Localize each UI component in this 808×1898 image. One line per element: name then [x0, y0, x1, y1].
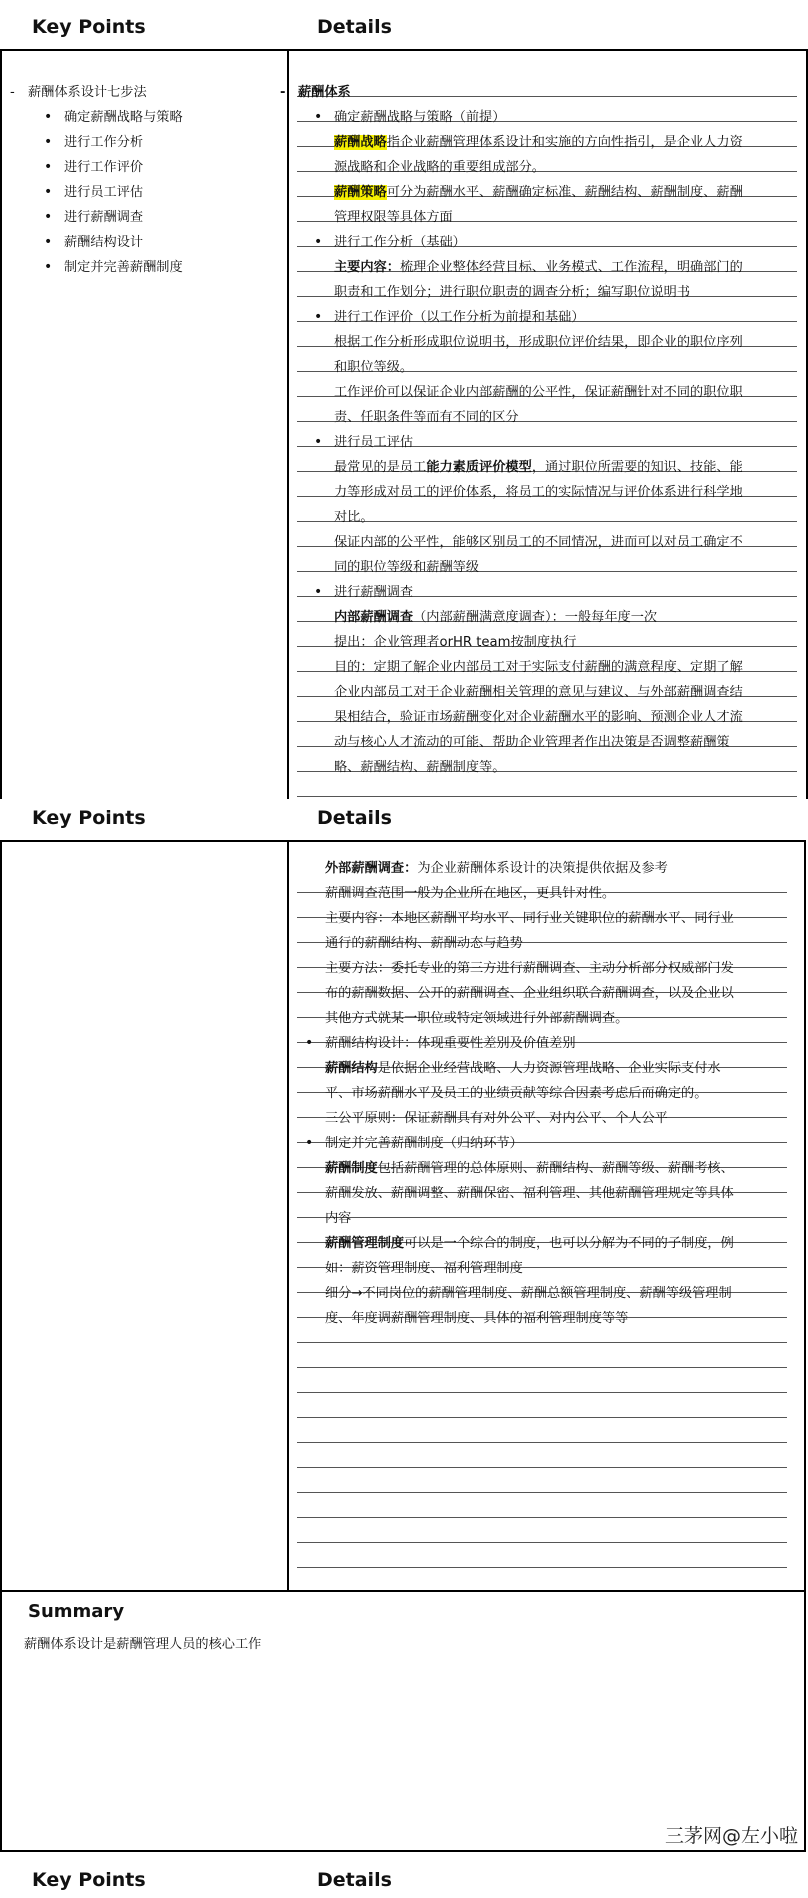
- detail-line: 根据工作分析形成职位说明书，形成职位评价结果，即企业的职位序列: [334, 335, 743, 350]
- detail-line: 主要方法：委托专业的第三方进行薪酬调查、主动分析部分权威部门发: [325, 961, 734, 976]
- detail-line: 略、薪酬结构、薪酬制度等。: [334, 760, 506, 775]
- detail-line: 责、任职条件等而有不同的区分: [334, 410, 519, 425]
- detail-bullet: • 进行薪酬调查: [334, 580, 413, 605]
- detail-line: 力等形成对员工的评价体系，将员工的实际情况与评价体系进行科学地: [334, 485, 743, 500]
- section1-divider: [287, 49, 289, 799]
- detail-line: 薪酬发放、薪酬调整、薪酬保密、福利管理、其他薪酬管理规定等具体: [325, 1186, 734, 1201]
- summary-text: 薪酬体系设计是薪酬管理人员的核心工作: [24, 1637, 262, 1652]
- section2-divider: [287, 840, 289, 1592]
- detail-line: 管理权限等具体方面: [334, 210, 453, 225]
- key-points-title: - 薪酬体系设计七步法: [28, 80, 147, 105]
- detail-line: 主要内容：梳理企业整体经营目标、业务模式、工作流程，明确部门的: [334, 260, 743, 275]
- key-point-item: • 进行工作评价: [64, 155, 143, 180]
- detail-line: 平、市场薪酬水平及员工的业绩贡献等综合因素考虑后而确定的。: [325, 1086, 708, 1101]
- detail-line: 内部薪酬调查（内部薪酬满意度调查）：一般每年度一次: [334, 610, 658, 625]
- detail-line: 动与核心人才流动的可能、帮助企业管理者作出决策是否调整薪酬策: [334, 735, 730, 750]
- watermark: 三茅网@左小啦: [664, 1825, 798, 1847]
- detail-line: 和职位等级。: [334, 360, 414, 375]
- section2-ruled-lines: [297, 0, 787, 1600]
- detail-line: 三公平原则：保证薪酬具有对外公平、对内公平、个人公平: [325, 1111, 668, 1126]
- detail-line: 通行的薪酬结构、薪酬动态与趋势: [325, 936, 523, 951]
- key-point-item: • 进行薪酬调查: [64, 205, 143, 230]
- detail-line: 保证内部的公平性，能够区别员工的不同情况，进而可以对员工确定不: [334, 535, 743, 550]
- details-header: Details: [317, 16, 392, 38]
- detail-line: 如：薪资管理制度、福利管理制度: [325, 1261, 523, 1276]
- detail-line: 外部薪酬调查：为企业薪酬体系设计的决策提供依据及参考: [325, 861, 668, 876]
- highlight-term: 薪酬策略: [334, 185, 387, 200]
- detail-bullet: • 进行工作分析（基础）: [334, 230, 466, 255]
- details-header: Details: [317, 807, 392, 829]
- detail-bullet: • 薪酬结构设计：体现重要性差别及价值差别: [325, 1031, 576, 1056]
- details-header: Details: [317, 1869, 392, 1891]
- key-point-item: • 进行员工评估: [64, 180, 143, 205]
- detail-line: 其他方式就某一职位或特定领域进行外部薪酬调查。: [325, 1011, 629, 1026]
- detail-line: 工作评价可以保证企业内部薪酬的公平性，保证薪酬针对不同的职位职: [334, 385, 743, 400]
- detail-line: 主要内容：本地区薪酬平均水平、同行业关键职位的薪酬水平、同行业: [325, 911, 734, 926]
- detail-bullet: • 确定薪酬战略与策略（前提）: [334, 105, 505, 130]
- summary-header: Summary: [28, 1601, 125, 1622]
- detail-line: 源战略和企业战略的重要组成部分。: [334, 160, 545, 175]
- key-point-item: • 薪酬结构设计: [64, 230, 143, 255]
- detail-bullet: • 进行员工评估: [334, 430, 413, 455]
- detail-line: 职责和工作划分；进行职位职责的调查分析；编写职位说明书: [334, 285, 691, 300]
- detail-line: 薪酬策略可分为薪酬水平、薪酬确定标准、薪酬结构、薪酬制度、薪酬: [334, 185, 743, 200]
- detail-line: 度、年度调薪酬管理制度、具体的福利管理制度等等: [325, 1311, 629, 1326]
- detail-line: 企业内部员工对于企业薪酬相关管理的意见与建议、与外部薪酬调查结: [334, 685, 743, 700]
- detail-line: 最常见的是员工能力素质评价模型，通过职位所需要的知识、技能、能: [334, 460, 743, 475]
- key-points-header: Key Points: [32, 16, 146, 38]
- detail-line: 薪酬结构是依据企业经营战略、人力资源管理战略、企业实际支付水: [325, 1061, 721, 1076]
- key-point-item: • 制定并完善薪酬制度: [64, 255, 183, 280]
- detail-line: 目的：定期了解企业内部员工对于实际支付薪酬的满意程度、定期了解: [334, 660, 743, 675]
- key-point-item: • 确定薪酬战略与策略: [64, 105, 183, 130]
- key-points-header: Key Points: [32, 807, 146, 829]
- highlight-term: 薪酬战略: [334, 135, 387, 150]
- detail-bullet: • 制定并完善薪酬制度（归纳环节）: [325, 1131, 523, 1156]
- detail-line: 对比。: [334, 510, 374, 525]
- detail-line: 果相结合，验证市场薪酬变化对企业薪酬水平的影响、预测企业人才流: [334, 710, 743, 725]
- detail-line: 内容: [325, 1211, 352, 1226]
- key-points-header: Key Points: [32, 1869, 146, 1891]
- detail-line: 同的职位等级和薪酬等级: [334, 560, 480, 575]
- detail-line: 薪酬战略指企业薪酬管理体系设计和实施的方向性指引，是企业人力资: [334, 135, 743, 150]
- detail-line: 薪酬调查范围一般为企业所在地区，更具针对性。: [325, 886, 616, 901]
- key-point-item: • 进行工作分析: [64, 130, 143, 155]
- detail-line: 布的薪酬数据、公开的薪酬调查、企业组织联合薪酬调查，以及企业以: [325, 986, 734, 1001]
- detail-line: 薪酬制度包括薪酬管理的总体原则、薪酬结构、薪酬等级、薪酬考核、: [325, 1161, 734, 1176]
- detail-line: 薪酬管理制度可以是一个综合的制度，也可以分解为不同的子制度，例: [325, 1236, 734, 1251]
- detail-bullet: • 进行工作评价（以工作分析为前提和基础）: [334, 305, 585, 330]
- detail-line: 提出：企业管理者orHR team按制度执行: [334, 635, 577, 650]
- detail-line: 细分→不同岗位的薪酬管理制度、薪酬总额管理制度、薪酬等级管理制: [325, 1286, 732, 1301]
- details-title: - 薪酬体系: [298, 80, 351, 105]
